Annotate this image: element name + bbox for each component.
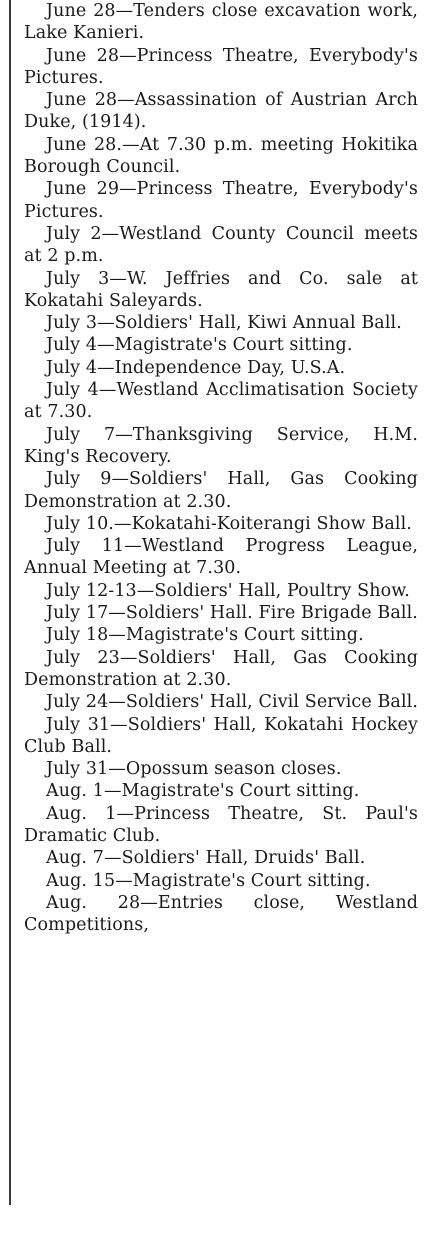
- event-entry: Aug. 1—Princess Theatre, St. Paul's Dramatic Club.: [24, 803, 418, 846]
- event-entry: July 9—Soldiers' Hall, Gas Cooking Demonstration at 2.30.: [24, 469, 418, 512]
- event-entry: July 24—Soldiers' Hall, Civil Service Ball.: [46, 692, 419, 713]
- event-entry: June 28—Princess Theatre, Everybody's Pictures.: [24, 45, 418, 88]
- event-entry: July 11—Westland Progress League, Annual Meeting at 7.30.: [24, 536, 418, 579]
- event-entry: Aug. 1—Magistrate's Court sitting.: [46, 781, 360, 802]
- event-entry: July 23—Soldiers' Hall, Gas Cooking Demonstration at 2.30.: [24, 647, 418, 690]
- event-entry: July 31—Soldiers' Hall, Kokatahi Hockey Club Ball.: [24, 714, 418, 757]
- event-entry: June 29—Princess Theatre, Everybody's Pictures.: [24, 179, 418, 222]
- event-entry: July 3—Soldiers' Hall, Kiwi Annual Ball.: [46, 313, 402, 334]
- event-entry: June 28.—At 7.30 p.m. meeting Hokitika Borough Council.: [24, 134, 418, 178]
- event-entry: July 17—Soldiers' Hall. Fire Brigade Ball.: [46, 603, 418, 624]
- event-entry: July 7—Thanksgiving Service, H.M. King's Recovery.: [24, 424, 418, 467]
- event-entry: July 2—Westland County Council meets at 2 p.m.: [24, 223, 418, 267]
- event-entry: July 31—Opossum season closes.: [46, 759, 342, 780]
- event-entry: June 28—Tenders close excavation work, Lake Kanieri.: [24, 1, 418, 44]
- event-entry: July 4—Westland Acclimatisation Society at 7.30.: [24, 380, 418, 423]
- event-entry: June 28—Assassination of Austrian Arch Duke, (1914).: [24, 90, 418, 133]
- event-entry: July 3—W. Jeffries and Co. sale at Kokatahi Saleyards.: [24, 268, 418, 311]
- event-entry: July 18—Magistrate's Court sitting.: [46, 625, 364, 646]
- event-entry: July 10.—Kokatahi-Koiterangi Show Ball.: [46, 513, 412, 534]
- column-rule: [9, 0, 11, 1205]
- event-entry: July 4—Magistrate's Court sitting.: [46, 335, 353, 356]
- event-entry: July 12-13—Soldiers' Hall, Poultry Show.: [46, 580, 410, 601]
- event-entry: Aug. 28—Entries close, Westland Competitions,: [24, 892, 418, 936]
- event-entry: Aug. 7—Soldiers' Hall, Druids' Ball.: [46, 848, 366, 869]
- event-entry: July 4—Independence Day, U.S.A.: [46, 357, 346, 378]
- coming-events-list: [24, 0, 418, 936]
- event-entry: Aug. 15—Magistrate's Court sitting.: [46, 870, 371, 891]
